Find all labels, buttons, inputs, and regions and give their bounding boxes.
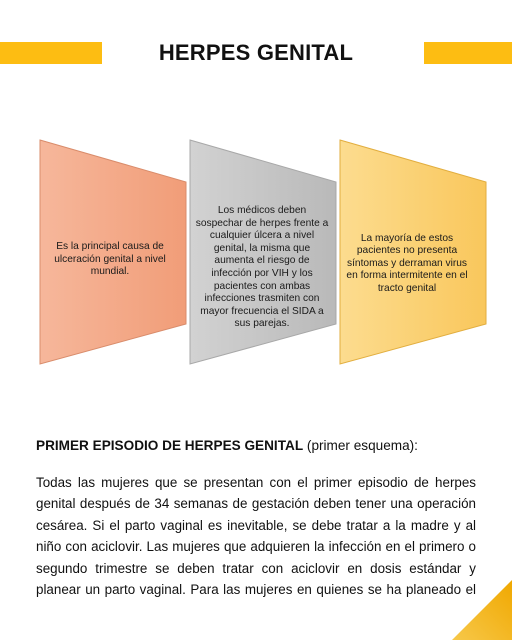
diagram-panel-1-text: Es la principal causa de ulceración genital a nivel mundial. <box>54 241 166 278</box>
section-heading-bold: PRIMER EPISODIO DE HERPES GENITAL <box>36 438 304 453</box>
section-heading-rest: (primer esquema): <box>303 438 418 453</box>
section-paragraph: Todas las mujeres que se presentan con el primer episodio de herpes genital después de 34 semanas de gestación deben tener una operación cesárea. Si el parto vaginal es inevitable, se debe tratar a la madre y al niño con aciclovir. Las mujeres que adquieren la infección en el primero o segundo trimestre se deben tratar con aciclovir en dosis estándar y planear un parto vaginal. Para las mujeres en quienes se ha planeado el <box>36 475 476 598</box>
page-title: HERPES GENITAL <box>158 40 354 65</box>
diagram-panel-3-text: La mayoría de estos pacientes no presenta síntomas y derraman virus en forma intermitente en el tracto genital <box>346 232 468 294</box>
diagram-panel-2-text: Los médicos deben sospechar de herpes frente a cualquier úlcera a nivel genital, la misma que aumenta el riesgo de infección por VIH y los pacientes con ambas infecciones trasmiten con mayor frecuencia el SIDA a sus parejas. <box>195 205 329 330</box>
